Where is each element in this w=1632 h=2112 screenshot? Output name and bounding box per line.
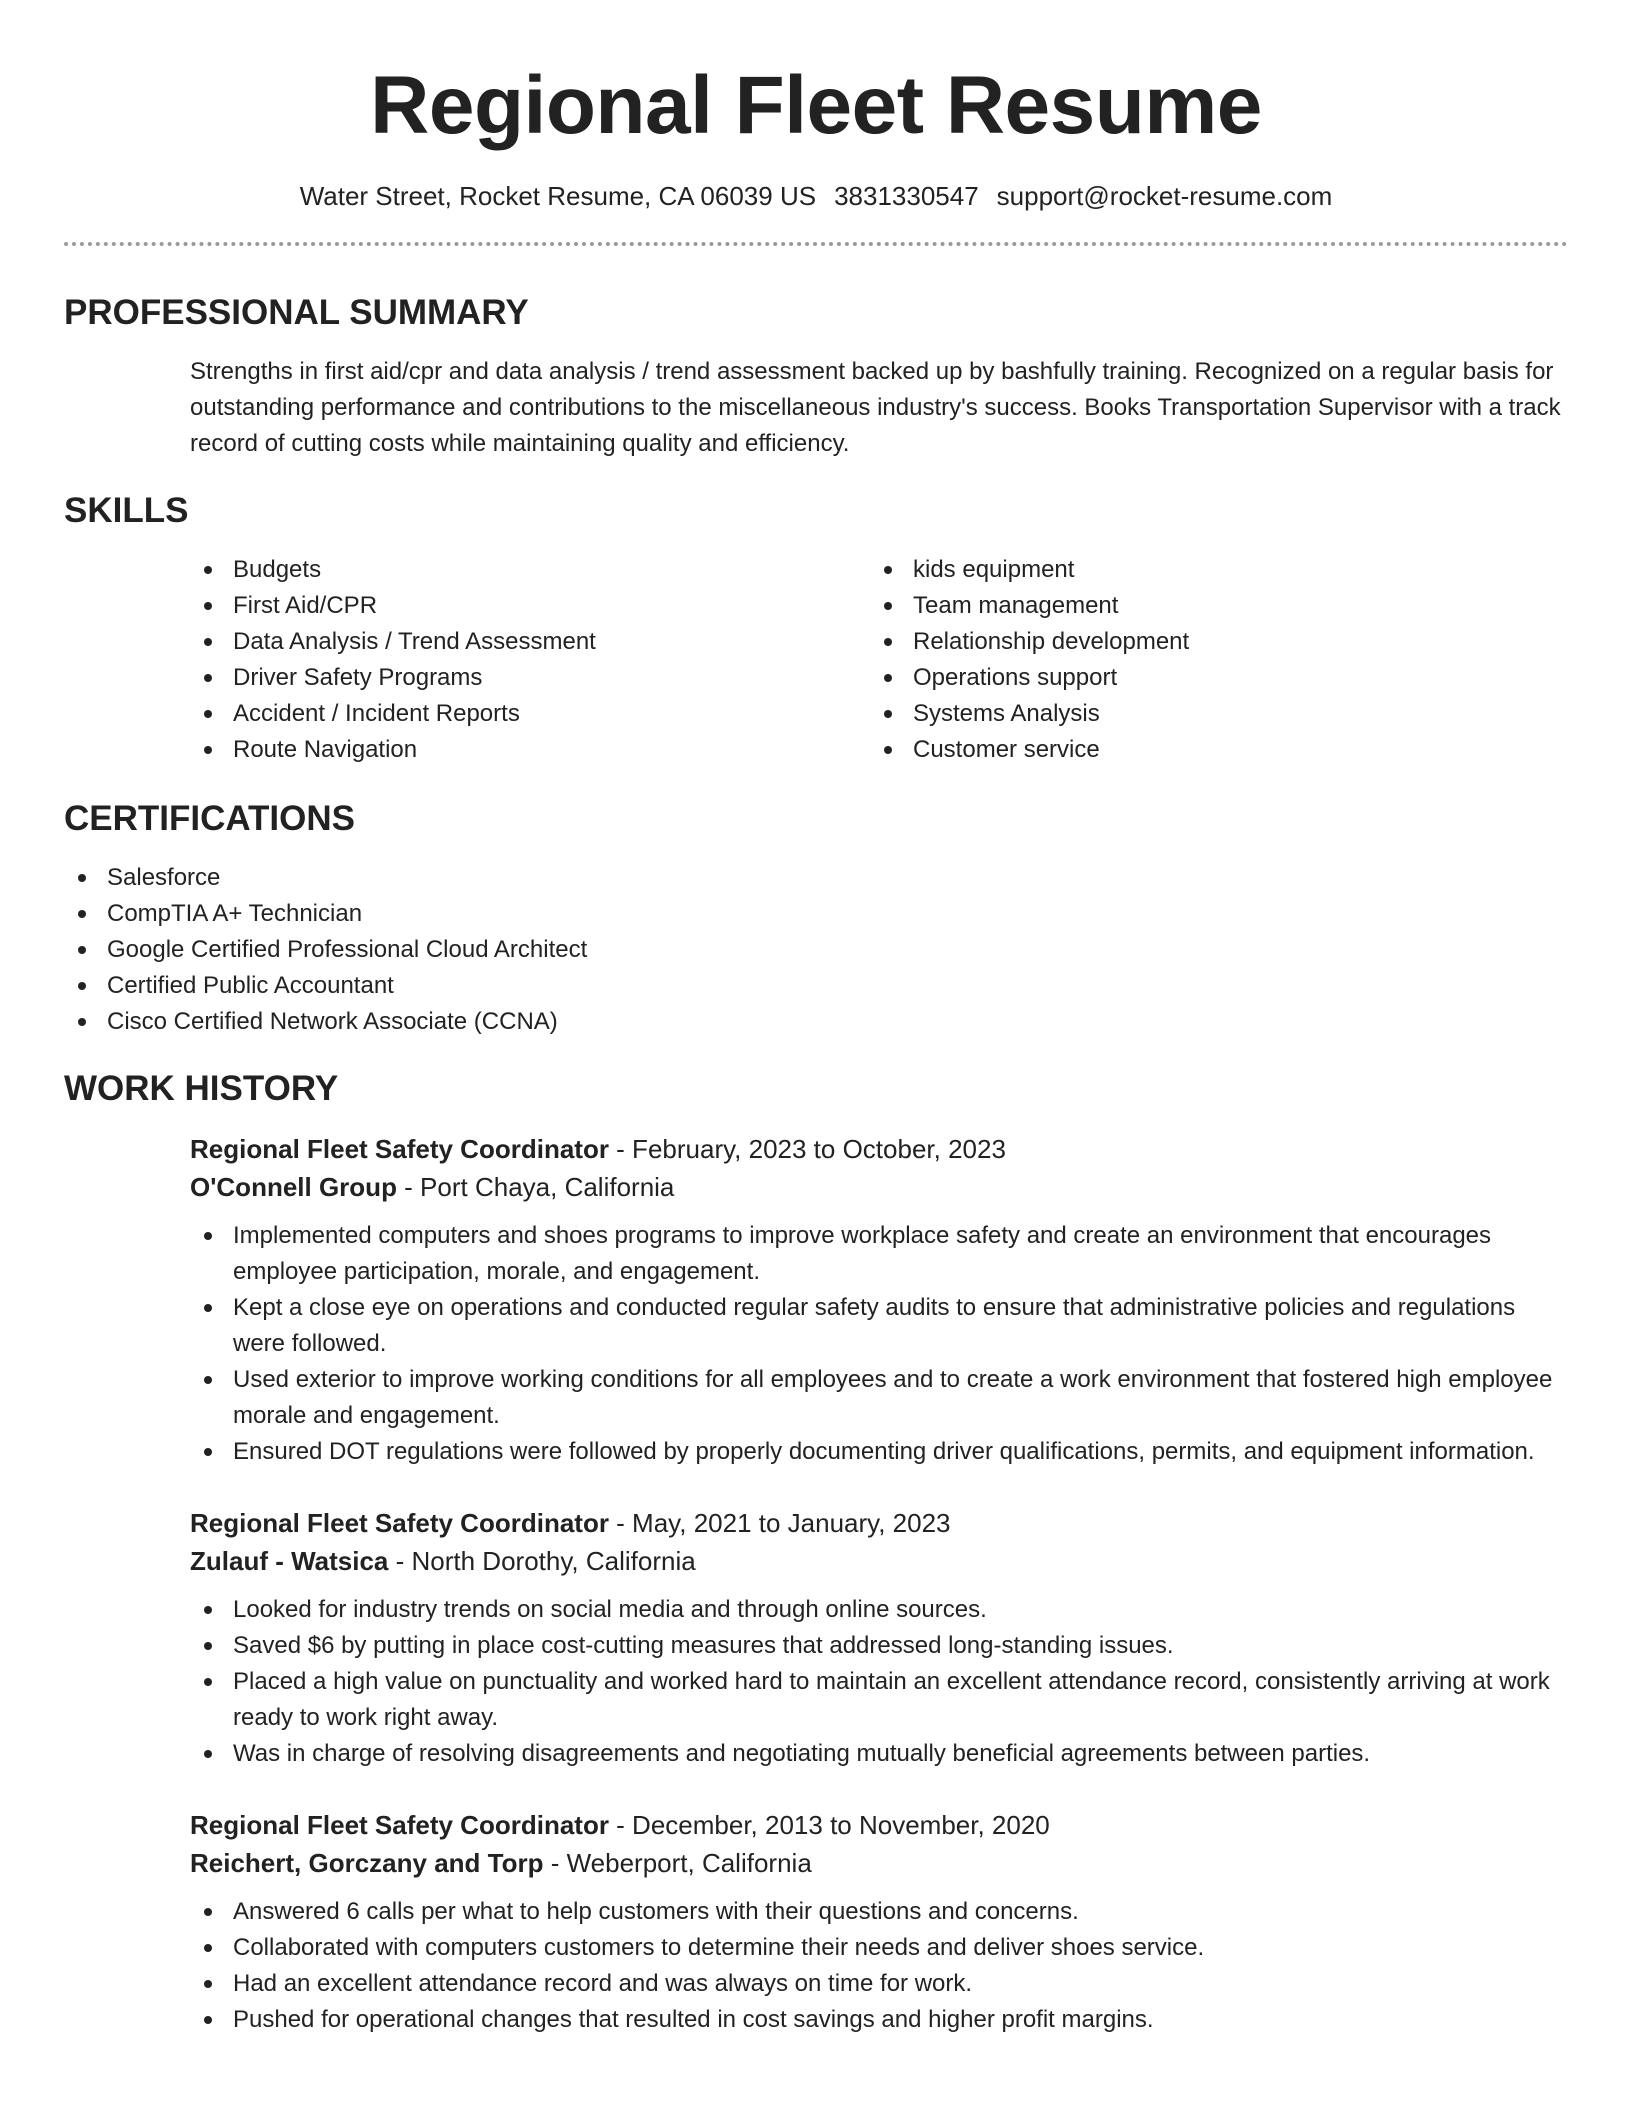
contact-phone: 3831330547 bbox=[834, 181, 979, 211]
summary-section bbox=[64, 292, 1568, 462]
skill-item: Systems Analysis bbox=[870, 696, 1550, 732]
skill-item: Data Analysis / Trend Assessment bbox=[190, 624, 870, 660]
job-dates: - May, 2021 to January, 2023 bbox=[608, 1508, 951, 1538]
job-bullets bbox=[190, 1894, 1568, 2038]
skills-list-left bbox=[190, 552, 870, 768]
job-title: Regional Fleet Safety Coordinator bbox=[190, 1810, 609, 1840]
job-bullet: Pushed for operational changes that resulted in cost savings and higher profit margins. bbox=[190, 2002, 1568, 2038]
job-location: - Port Chaya, California bbox=[396, 1172, 675, 1202]
resume-page bbox=[64, 0, 1568, 2072]
job-dates: - December, 2013 to November, 2020 bbox=[608, 1810, 1050, 1840]
job-company: O'Connell Group bbox=[190, 1172, 397, 1202]
job-bullet: Kept a close eye on operations and conducted regular safety audits to ensure that administrative policies and regulations were followed. bbox=[190, 1290, 1568, 1362]
skill-item: Team management bbox=[870, 588, 1550, 624]
job-title: Regional Fleet Safety Coordinator bbox=[190, 1134, 609, 1164]
skill-item: kids equipment bbox=[870, 552, 1550, 588]
certifications-list bbox=[64, 860, 1568, 1040]
skill-item: Budgets bbox=[190, 552, 870, 588]
job-bullets bbox=[190, 1592, 1568, 1772]
certification-item: Salesforce bbox=[64, 860, 1568, 896]
job-location: - Weberport, California bbox=[543, 1848, 812, 1878]
job-company-line bbox=[190, 1542, 1568, 1580]
contact-email: support@rocket-resume.com bbox=[996, 181, 1333, 211]
resume-title: Regional Fleet Resume bbox=[370, 60, 1262, 151]
job-bullet: Placed a high value on punctuality and worked hard to maintain an excellent attendance record, consistently arriving at work ready to work right away. bbox=[190, 1664, 1568, 1736]
job-title-line bbox=[190, 1504, 1568, 1542]
skill-item: First Aid/CPR bbox=[190, 588, 870, 624]
certification-item: Google Certified Professional Cloud Architect bbox=[64, 932, 1568, 968]
job-location: - North Dorothy, California bbox=[388, 1546, 696, 1576]
contact-line bbox=[64, 180, 1568, 212]
certification-item: CompTIA A+ Technician bbox=[64, 896, 1568, 932]
job-bullet: Looked for industry trends on social media and through online sources. bbox=[190, 1592, 1568, 1628]
skills-section bbox=[64, 490, 1568, 768]
job-bullet: Used exterior to improve working conditions for all employees and to create a work environment that fostered high employee morale and engagement. bbox=[190, 1362, 1568, 1434]
job-company-line bbox=[190, 1168, 1568, 1206]
skills-heading: SKILLS bbox=[64, 491, 189, 530]
job-bullet: Collaborated with computers customers to determine their needs and deliver shoes service. bbox=[190, 1930, 1568, 1966]
job-bullets bbox=[190, 1218, 1568, 1470]
contact-address: Water Street, Rocket Resume, CA 06039 US bbox=[299, 181, 817, 211]
job-bullet: Implemented computers and shoes programs to improve workplace safety and create an environment that encourages employee participation, morale, and engagement. bbox=[190, 1218, 1568, 1290]
job-title-line bbox=[190, 1130, 1568, 1168]
skills-grid bbox=[64, 552, 1568, 768]
certifications-heading: CERTIFICATIONS bbox=[64, 799, 356, 838]
header-divider bbox=[64, 242, 1568, 246]
job-dates: - February, 2023 to October, 2023 bbox=[608, 1134, 1006, 1164]
skills-list-right bbox=[870, 552, 1550, 768]
job-title: Regional Fleet Safety Coordinator bbox=[190, 1508, 609, 1538]
job-bullet: Was in charge of resolving disagreements and negotiating mutually beneficial agreements between parties. bbox=[190, 1736, 1568, 1772]
job-entry bbox=[190, 1806, 1568, 2038]
job-bullet: Saved $6 by putting in place cost-cutting measures that addressed long-standing issues. bbox=[190, 1628, 1568, 1664]
summary-heading: PROFESSIONAL SUMMARY bbox=[64, 293, 529, 332]
job-bullet: Answered 6 calls per what to help customers with their questions and concerns. bbox=[190, 1894, 1568, 1930]
skill-item: Customer service bbox=[870, 732, 1550, 768]
work-history-heading: WORK HISTORY bbox=[64, 1069, 339, 1108]
job-bullet: Had an excellent attendance record and was always on time for work. bbox=[190, 1966, 1568, 2002]
job-company: Zulauf - Watsica bbox=[190, 1546, 389, 1576]
work-history-list bbox=[64, 1130, 1568, 2038]
job-company: Reichert, Gorczany and Torp bbox=[190, 1848, 544, 1878]
skill-item: Accident / Incident Reports bbox=[190, 696, 870, 732]
certification-item: Cisco Certified Network Associate (CCNA) bbox=[64, 1004, 1568, 1040]
job-title-line bbox=[190, 1806, 1568, 1844]
work-history-section bbox=[64, 1068, 1568, 2038]
skill-item: Driver Safety Programs bbox=[190, 660, 870, 696]
summary-text: Strengths in first aid/cpr and data analysis / trend assessment backed up by bashfully training. Recognized on a regular basis for outstanding performance and contributions to the miscellaneous industry's success. Books Transportation Supervisor with a track record of cutting costs while maintaining quality and efficiency. bbox=[190, 358, 1561, 457]
skill-item: Route Navigation bbox=[190, 732, 870, 768]
skill-item: Relationship development bbox=[870, 624, 1550, 660]
skill-item: Operations support bbox=[870, 660, 1550, 696]
job-entry bbox=[190, 1504, 1568, 1772]
job-company-line bbox=[190, 1844, 1568, 1882]
job-entry bbox=[190, 1130, 1568, 1470]
certifications-section bbox=[64, 798, 1568, 1040]
certification-item: Certified Public Accountant bbox=[64, 968, 1568, 1004]
job-bullet: Ensured DOT regulations were followed by properly documenting driver qualifications, permits, and equipment information. bbox=[190, 1434, 1568, 1470]
